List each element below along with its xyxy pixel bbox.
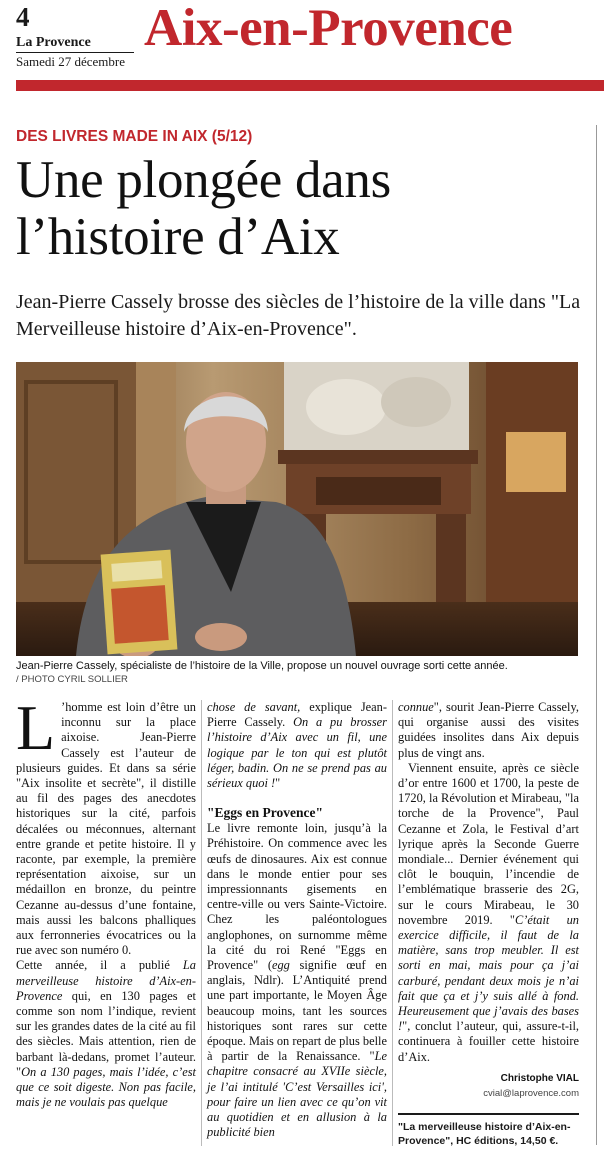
article-headline — [16, 152, 591, 266]
quote-text: C’était un exercice difficile, il faut de la matière, sans trop meubler. Il est sorti en mai, mais pour ça j’ai carburé, pendant deux mois je n’ai fait que ça et j’y suis allé à fond. Heureusement que j’avais des bases ! — [398, 912, 579, 1034]
paragraph-text: ", conclut l’auteur, qui, assure-t-il, continuera à fouiller cette histoire d’Aix. — [398, 1019, 579, 1064]
paragraph — [16, 958, 196, 1110]
quote-text: On a 130 pages, mais l’idée, c’est que ce soit digeste. Non pas facile, mais je ne voulais pas quelque — [16, 1064, 196, 1110]
article-subhead: "Eggs en Provence" — [207, 805, 323, 821]
quote-text: On a pu brosser l’histoire d’Aix avec un fil, une logique par le ton qui est plutôt léger, badin. On ne se prend pas au sérieux quoi ! — [207, 715, 387, 791]
headline-line-1: Une plongée dans — [16, 151, 391, 209]
paragraph-text: Cette année, il a publié — [16, 958, 183, 973]
italic-word: egg — [271, 958, 290, 973]
column-divider — [392, 700, 393, 1146]
paragraph-text: ’homme est loin d’être un inconnu sur la place aixoise. Jean-Pierre Cassely est l’auteur de plusieurs guides. Et dans sa série "Aix insolite et secrète", il distille au fil des pages des anecdotes historiques sur la cité, parfois décalées ou méconnues, alternant entre grande et petite histoire. Il y raconte, par exemple, la première représentation aixoise, sur un médaillon en bronze, du peintre Cezanne au-dessus d’une fontaine, mais aussi les balcons phalliques aux ferronneries évocatrices ou la rue avec son numéro 0. — [16, 700, 196, 958]
paragraph — [207, 700, 387, 791]
author-signature: Christophe VIAL — [500, 1072, 579, 1084]
photo-credit: / PHOTO CYRIL SOLLIER — [16, 674, 128, 685]
page-number: 4 — [16, 2, 30, 32]
article-column-3 — [398, 700, 579, 1101]
article-column-1 — [16, 692, 196, 1110]
page-vertical-rule — [596, 125, 597, 1145]
section-red-bar — [16, 80, 604, 91]
paragraph-text: qui, en 130 pages et comme son nom l’indique, revient sur les grandes dates de la cité au fil des siècles. Mais attention, rien de barbant là-dedans, promet l’auteur. " — [16, 988, 196, 1079]
paragraph-text: explique Jean-Pierre Cassely. — [207, 700, 387, 730]
publication-date: Samedi 27 décembre — [16, 54, 126, 69]
book-title: La merveilleuse histoire d’Aix-en-Provence — [16, 958, 196, 1003]
article-kicker: DES LIVRES MADE IN AIX (5/12) — [16, 128, 253, 145]
book-info-box: "La merveilleuse histoire d’Aix-en-Provence", HC éditions, 14,50 €. — [398, 1113, 579, 1148]
author-email[interactable]: cvial@laprovence.com — [483, 1088, 579, 1100]
paragraph — [398, 761, 579, 1065]
paragraph-text: Viennent ensuite, après ce siècle d’or entre 1600 et 1700, la peste de 1720, la Révolution et Mirabeau, "la torche de la Provence", Paul Cezanne et Zola, le Festival d’art lyrique après la Seconde Guerre mondiale... Dernier événement qui clôt le bouquin, l’incendie de l’emblématique brasserie des 2G, sur le cours Mirabeau, le 30 novembre 2019. " — [398, 760, 579, 927]
publication-name: La Provence — [16, 35, 91, 50]
article-standfirst: Jean-Pierre Cassely brosse des siècles de l’histoire de la ville dans "La Merveilleuse histoire d’Aix-en-Provence". — [16, 291, 581, 340]
paragraph — [398, 700, 579, 761]
paragraph — [207, 821, 387, 1140]
dropcap: L — [16, 692, 56, 763]
portrait-photo — [16, 362, 578, 656]
masthead-divider — [16, 52, 134, 53]
section-title: Aix-en-Provence — [144, 0, 513, 57]
quote-text: connue — [398, 700, 434, 714]
paragraph — [16, 692, 196, 958]
article-photo — [16, 362, 578, 656]
quote-text: Le chapitre consacré au XVIIe siècle, je l’ai intitulé 'C’est Versailles ici', pour faire un lien avec ce qu’on vit au quotidien et en allusion à la publicité bien — [207, 1049, 387, 1140]
paragraph-text: signifie œuf en anglais, Ndlr). L’Antiquité prend une part importante, le Moyen Âge beaucoup moins, tant les sources historiques sont rares sur cette époque. Mais on repart de plus belle à partir de la Renaissance. " — [207, 958, 387, 1064]
paragraph-text: ", sourit Jean-Pierre Cassely, qui organise aussi des visites guidées insolites dans Aix depuis plus de vingt ans. — [398, 700, 579, 760]
photo-caption: Jean-Pierre Cassely, spécialiste de l’histoire de la Ville, propose un nouvel ouvrage sorti cette année. — [16, 660, 508, 672]
column-divider — [201, 700, 202, 1146]
quote-text: chose de savant, — [207, 700, 301, 714]
headline-line-2: l’histoire d’Aix — [16, 208, 340, 266]
paragraph-text: " — [275, 776, 281, 791]
paragraph-text: Le livre remonte loin, jusqu’à la Préhistoire. On commence avec les œufs de dinosaures. Aix est connue dans le monde entier pour ses impressionnants gisements en centre-ville ou vers Sainte-Victoire. Chez les paléontologues anglophones, on surnomme même la cité du roi René "Eggs en Provence" ( — [207, 821, 387, 973]
article-column-2 — [207, 700, 387, 1140]
